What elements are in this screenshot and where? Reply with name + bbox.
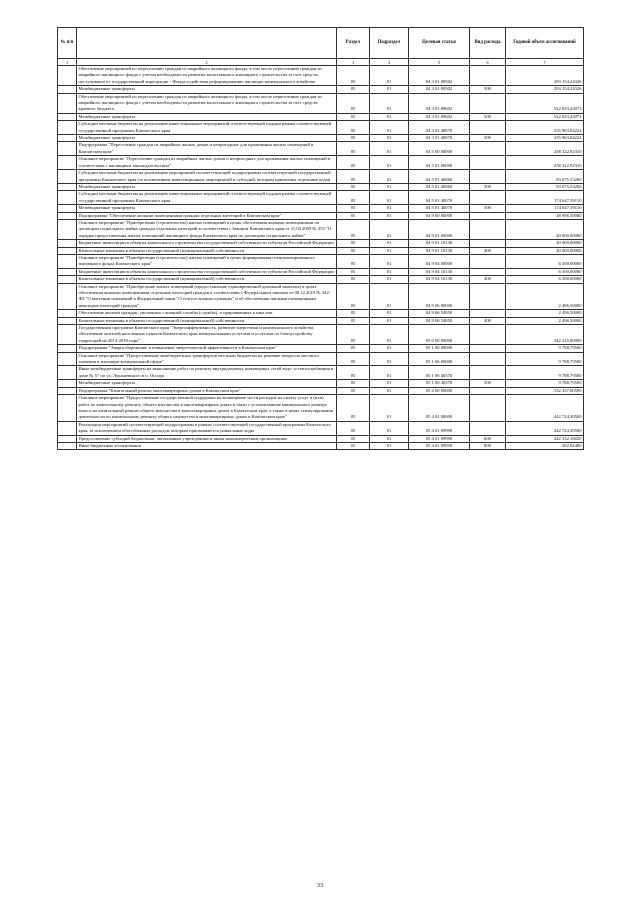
cell-expense-type: 400 xyxy=(470,276,506,283)
cell-name: Субсидии местным бюджетам на реализацию мероприятий соответствующей подпрограммы соответствующей государственной программы Камчатского края (за исключением инвестиционных мероприятий и субсидий, которым присвоены отдельные коды) xyxy=(77,170,337,184)
cell-expense-type: 600 xyxy=(470,435,506,442)
table-body xyxy=(58,66,584,450)
cell-expense-type: 500 xyxy=(470,183,506,190)
column-number: 4 xyxy=(370,59,409,66)
cell-target-article: 05 4 01 09990 xyxy=(409,421,470,435)
cell-amount: 9 788,79500 xyxy=(506,345,584,352)
cell-section: 05 xyxy=(337,442,370,449)
cell-target-article: 04 5 01 00000 xyxy=(409,156,470,170)
cell-expense-type xyxy=(470,352,506,366)
cell-number xyxy=(58,366,77,380)
cell-amount: 48 996,50000 xyxy=(506,212,584,219)
cell-amount: 392,04480 xyxy=(506,442,584,449)
cell-amount: 235 963,84224 xyxy=(506,121,584,135)
cell-section: 05 xyxy=(337,156,370,170)
cell-expense-type xyxy=(470,156,506,170)
cell-amount: 2 496,50000 xyxy=(506,310,584,317)
cell-expense-type xyxy=(470,366,506,380)
table-row xyxy=(58,366,584,380)
cell-section: 05 xyxy=(337,325,370,345)
cell-subsection: 01 xyxy=(370,156,409,170)
cell-subsection: 01 xyxy=(370,212,409,219)
cell-amount: 293 154,24326 xyxy=(506,86,584,93)
table-row xyxy=(58,247,584,254)
cell-number xyxy=(58,254,77,268)
cell-section: 05 xyxy=(337,352,370,366)
cell-target-article: 04 3 01 09502 xyxy=(409,86,470,93)
cell-target-article: 04 3 01 40070 xyxy=(409,121,470,135)
cell-expense-type xyxy=(470,191,506,205)
table-row xyxy=(58,121,584,135)
cell-amount: 442 724,30500 xyxy=(506,395,584,422)
header-expense-type: Вид расхода xyxy=(470,28,506,59)
cell-amount: 9 788,79500 xyxy=(506,380,584,387)
cell-number xyxy=(58,93,77,113)
cell-name: Основное мероприятие "Предоставление межбюджетных трансфертов местным бюджетам на решение вопросов местного значения в жилищно-коммунальной сфере" xyxy=(77,352,337,366)
cell-name: Предоставление субсидий бюджетным, автономным учреждениям и иным некоммерческим организациям xyxy=(77,435,337,442)
cell-name: Основное мероприятие "Переселение граждан из аварийных жилых домов и непригодных для проживания жилых помещений в соответствии с жилищным законодательством" xyxy=(77,156,337,170)
cell-subsection: 01 xyxy=(370,283,409,310)
cell-number xyxy=(58,170,77,184)
cell-target-article: 04 9 00 00000 xyxy=(409,212,470,219)
table-row xyxy=(58,325,584,345)
cell-expense-type xyxy=(470,345,506,352)
table-row xyxy=(58,387,584,394)
cell-number xyxy=(58,317,77,324)
cell-subsection: 01 xyxy=(370,345,409,352)
cell-subsection: 01 xyxy=(370,86,409,93)
cell-subsection: 01 xyxy=(370,254,409,268)
cell-amount: 174 647,39110 xyxy=(506,191,584,205)
table-row xyxy=(58,268,584,275)
cell-expense-type xyxy=(470,142,506,156)
budget-table-page xyxy=(57,27,583,450)
cell-expense-type xyxy=(470,310,506,317)
cell-expense-type: 500 xyxy=(470,113,506,120)
cell-expense-type xyxy=(470,240,506,247)
cell-subsection: 01 xyxy=(370,113,409,120)
cell-section: 05 xyxy=(337,395,370,422)
cell-target-article: 05 0 00 00000 xyxy=(409,325,470,345)
cell-subsection: 01 xyxy=(370,142,409,156)
cell-number xyxy=(58,276,77,283)
cell-target-article: 04 9 06 54850 xyxy=(409,310,470,317)
cell-section: 05 xyxy=(337,240,370,247)
cell-name: Капитальные вложения в объекты государственной (муниципальной) собственности xyxy=(77,317,337,324)
cell-expense-type xyxy=(470,66,506,86)
cell-subsection: 01 xyxy=(370,276,409,283)
cell-expense-type xyxy=(470,283,506,310)
column-number-row xyxy=(58,59,584,66)
column-number: 1 xyxy=(58,59,77,66)
cell-number xyxy=(58,113,77,120)
cell-expense-type xyxy=(470,268,506,275)
budget-table xyxy=(57,27,584,450)
cell-number xyxy=(58,191,77,205)
cell-number xyxy=(58,247,77,254)
cell-name: Основное мероприятие "Приобретение (строительство) жилых помещений в целях обеспечения жилыми помещениями по договорам социального найма граждан отдельных категорий в соответствии с Законом Камчатского края от 31.03.2009 № 253 "О порядке предоставления жилых помещений жилищного фонда Камчатского края по договорам социального найма" xyxy=(77,219,337,239)
cell-number xyxy=(58,66,77,86)
cell-number xyxy=(58,142,77,156)
table-row xyxy=(58,156,584,170)
cell-target-article: 04 3 01 40070 xyxy=(409,135,470,142)
cell-target-article: 04 3 01 09502 xyxy=(409,66,470,86)
cell-amount: 9 788,79500 xyxy=(506,366,584,380)
table-row xyxy=(58,205,584,212)
cell-expense-type: 500 xyxy=(470,135,506,142)
table-row xyxy=(58,240,584,247)
column-number: 7 xyxy=(506,59,584,66)
cell-section: 05 xyxy=(337,191,370,205)
cell-number xyxy=(58,121,77,135)
table-row xyxy=(58,435,584,442)
cell-amount: 235 963,84224 xyxy=(506,135,584,142)
cell-section: 05 xyxy=(337,380,370,387)
cell-number xyxy=(58,345,77,352)
table-row xyxy=(58,93,584,113)
cell-section: 05 xyxy=(337,121,370,135)
cell-section: 05 xyxy=(337,387,370,394)
table-row xyxy=(58,276,584,283)
cell-name: Обеспечение жильем граждан, уволенных с военной службы (службы), и приравненных к ним лиц xyxy=(77,310,337,317)
cell-name: Подпрограмма "Обеспечение жилыми помещениями граждан отдельных категорий в Камчатском крае" xyxy=(77,212,337,219)
column-number: 5 xyxy=(409,59,470,66)
cell-target-article: 05 4 01 00000 xyxy=(409,395,470,422)
cell-section: 05 xyxy=(337,183,370,190)
cell-target-article: 04 9 01 10130 xyxy=(409,240,470,247)
cell-target-article: 05 1 06 40370 xyxy=(409,366,470,380)
cell-target-article: 04 9 04 00000 xyxy=(409,254,470,268)
cell-name: Обеспечение мероприятий по переселению граждан из аварийного жилищного фонда, в том числе переселению граждан из аварийного жилищного фонда с учетом необходимости развития малоэтажного жилищного строительства за счет средств краевого бюджета xyxy=(77,93,337,113)
cell-subsection: 01 xyxy=(370,395,409,422)
cell-subsection: 01 xyxy=(370,268,409,275)
cell-subsection: 01 xyxy=(370,240,409,247)
cell-section: 05 xyxy=(337,86,370,93)
cell-expense-type xyxy=(470,325,506,345)
cell-subsection: 01 xyxy=(370,93,409,113)
cell-subsection: 01 xyxy=(370,121,409,135)
cell-number xyxy=(58,435,77,442)
cell-number xyxy=(58,135,77,142)
cell-amount: 6 500,00000 xyxy=(506,276,584,283)
cell-target-article: 04 9 04 10130 xyxy=(409,276,470,283)
cell-target-article: 04 9 06 00000 xyxy=(409,283,470,310)
table-row xyxy=(58,395,584,422)
cell-amount: 442 332,16020 xyxy=(506,435,584,442)
cell-expense-type: 400 xyxy=(470,317,506,324)
cell-name: Субсидии местным бюджетам на реализацию инвестиционных мероприятий соответствующей подпрограммы соответствующей государственной программы Камчатского края xyxy=(77,121,337,135)
cell-section: 05 xyxy=(337,135,370,142)
cell-section: 05 xyxy=(337,254,370,268)
cell-subsection: 01 xyxy=(370,325,409,345)
cell-amount: 83 675,53200 xyxy=(506,170,584,184)
header-subsection: Подраздел xyxy=(370,28,409,59)
header-target-article: Целевая статья xyxy=(409,28,470,59)
table-row xyxy=(58,212,584,219)
cell-target-article: 05 1 06 40370 xyxy=(409,380,470,387)
cell-name: Межбюджетные трансферты xyxy=(77,86,337,93)
table-row xyxy=(58,86,584,93)
cell-name: Межбюджетные трансферты xyxy=(77,135,337,142)
cell-subsection: 01 xyxy=(370,66,409,86)
cell-number xyxy=(58,325,77,345)
cell-subsection: 01 xyxy=(370,352,409,366)
column-number: 6 xyxy=(470,59,506,66)
table-row xyxy=(58,113,584,120)
cell-target-article: 05 4 00 00000 xyxy=(409,387,470,394)
cell-subsection: 01 xyxy=(370,421,409,435)
cell-amount: 83 675,53200 xyxy=(506,183,584,190)
cell-name: Подпрограмма "Энергосбережение и повышение энергетической эффективности в Камчатском крае" xyxy=(77,345,337,352)
cell-expense-type: 400 xyxy=(470,247,506,254)
cell-number xyxy=(58,395,77,422)
cell-name: Иные бюджетные ассигнования xyxy=(77,442,337,449)
cell-subsection: 01 xyxy=(370,135,409,142)
table-row xyxy=(58,183,584,190)
cell-number xyxy=(58,310,77,317)
table-row xyxy=(58,421,584,435)
cell-amount: 522 633,43073 xyxy=(506,113,584,120)
cell-number xyxy=(58,183,77,190)
header-number: № п/п xyxy=(58,28,77,59)
cell-number xyxy=(58,380,77,387)
cell-section: 05 xyxy=(337,212,370,219)
cell-expense-type: 500 xyxy=(470,86,506,93)
cell-target-article: 04 9 01 00000 xyxy=(409,219,470,239)
cell-section: 05 xyxy=(337,113,370,120)
cell-number xyxy=(58,240,77,247)
cell-expense-type xyxy=(470,170,506,184)
cell-amount: 542 225,80000 xyxy=(506,325,584,345)
cell-target-article: 05 4 01 09990 xyxy=(409,442,470,449)
cell-section: 05 xyxy=(337,268,370,275)
header-section: Раздел xyxy=(337,28,370,59)
cell-name: Подпрограмма "Капитальный ремонт многоквартирных домов в Камчатском крае" xyxy=(77,387,337,394)
cell-amount: 2 496,50000 xyxy=(506,283,584,310)
table-row xyxy=(58,345,584,352)
cell-amount: 293 154,24326 xyxy=(506,66,584,86)
cell-target-article: 04 5 01 40060 xyxy=(409,170,470,184)
cell-amount: 532 437,00500 xyxy=(506,387,584,394)
cell-section: 05 xyxy=(337,93,370,113)
cell-expense-type: 500 xyxy=(470,380,506,387)
cell-section: 05 xyxy=(337,219,370,239)
cell-subsection: 01 xyxy=(370,317,409,324)
cell-target-article: 04 9 01 10130 xyxy=(409,247,470,254)
cell-subsection: 01 xyxy=(370,387,409,394)
cell-name: Основное мероприятие "Приобретение (строительство) жилых помещений в целях формирования специализированного жилищного фонда Камчатского края" xyxy=(77,254,337,268)
cell-subsection: 01 xyxy=(370,442,409,449)
cell-expense-type xyxy=(470,93,506,113)
cell-number xyxy=(58,219,77,239)
cell-name: Бюджетные инвестиции в объекты капитального строительства государственной собственности субъектов Российской Федерации xyxy=(77,268,337,275)
cell-section: 05 xyxy=(337,421,370,435)
cell-amount: 442 724,30500 xyxy=(506,421,584,435)
cell-amount: 2 496,50000 xyxy=(506,317,584,324)
cell-target-article: 05 1 06 00000 xyxy=(409,352,470,366)
header-annual-volume: Годовой объем ассигнований xyxy=(506,28,584,59)
cell-section: 05 xyxy=(337,247,370,254)
cell-subsection: 01 xyxy=(370,191,409,205)
cell-section: 05 xyxy=(337,310,370,317)
cell-expense-type xyxy=(470,387,506,394)
cell-section: 05 xyxy=(337,205,370,212)
cell-section: 05 xyxy=(337,170,370,184)
cell-target-article: 04 5 01 40070 xyxy=(409,205,470,212)
cell-subsection: 01 xyxy=(370,205,409,212)
cell-subsection: 01 xyxy=(370,219,409,239)
table-row xyxy=(58,191,584,205)
table-row xyxy=(58,66,584,86)
cell-amount: 258 322,92310 xyxy=(506,156,584,170)
cell-expense-type xyxy=(470,212,506,219)
cell-number xyxy=(58,156,77,170)
cell-amount: 6 500,00000 xyxy=(506,268,584,275)
cell-subsection: 01 xyxy=(370,183,409,190)
cell-subsection: 01 xyxy=(370,247,409,254)
cell-section: 05 xyxy=(337,345,370,352)
cell-subsection: 01 xyxy=(370,170,409,184)
cell-amount: 40 000,00000 xyxy=(506,219,584,239)
table-row xyxy=(58,380,584,387)
cell-number xyxy=(58,268,77,275)
table-row xyxy=(58,135,584,142)
cell-name: Иные межбюджетные трансферты на выполнение работ по ремонту внутридомовых инженерных сетей водо- и теплоснабжения в доме № 57 по ул. Лукашевского в п. Оссора xyxy=(77,366,337,380)
cell-name: Межбюджетные трансферты xyxy=(77,380,337,387)
cell-section: 05 xyxy=(337,283,370,310)
cell-amount: 174 647,39110 xyxy=(506,205,584,212)
cell-target-article: 04 5 01 40070 xyxy=(409,191,470,205)
table-row xyxy=(58,442,584,449)
cell-number xyxy=(58,421,77,435)
cell-amount: 9 788,79500 xyxy=(506,352,584,366)
cell-target-article: 04 9 06 54850 xyxy=(409,317,470,324)
table-row xyxy=(58,254,584,268)
cell-name: Субсидии местным бюджетам на реализацию инвестиционных мероприятий соответствующей подпрограммы соответствующей государственной программы Камчатского края xyxy=(77,191,337,205)
column-number: 2 xyxy=(77,59,337,66)
cell-name: Бюджетные инвестиции в объекты капитального строительства государственной собственности субъектов Российской Федерации xyxy=(77,240,337,247)
cell-subsection: 01 xyxy=(370,310,409,317)
cell-amount: 522 633,43073 xyxy=(506,93,584,113)
cell-number xyxy=(58,352,77,366)
cell-amount: 40 000,00000 xyxy=(506,247,584,254)
cell-section: 05 xyxy=(337,366,370,380)
cell-target-article: 04 9 04 10130 xyxy=(409,268,470,275)
cell-expense-type xyxy=(470,121,506,135)
cell-expense-type xyxy=(470,254,506,268)
cell-name: Обеспечение мероприятий по переселению граждан из аварийного жилищного фонда, в том числе переселению граждан из аварийного жилищного фонда с учетом необходимости развития малоэтажного жилищного строительства за счет средств, поступивших от государственной корпорации - Фонда содействия реформированию жилищно-коммунального хозяйства xyxy=(77,66,337,86)
cell-number xyxy=(58,205,77,212)
cell-name: Основное мероприятие "Предоставление государственной поддержки на возмещение части расходов на оплату услуг и (или) работ по капитальному ремонту общего имущества в многоквартирных домах в связи с установлением минимального размера взноса на капитальный ремонт общего имущества в многоквартирных домах в Камчатском крае, а также в целях стимулирования деятельности по капитальному ремонту общего имущества в многоквартирных домах в Камчатском крае" xyxy=(77,395,337,422)
cell-number xyxy=(58,86,77,93)
cell-target-article: 04 3 01 09602 xyxy=(409,113,470,120)
cell-amount: 40 000,00000 xyxy=(506,240,584,247)
cell-expense-type: 500 xyxy=(470,205,506,212)
cell-name: Межбюджетные трансферты xyxy=(77,205,337,212)
cell-section: 05 xyxy=(337,435,370,442)
table-row xyxy=(58,283,584,310)
cell-expense-type xyxy=(470,395,506,422)
page-number: 33 xyxy=(317,883,323,889)
table-row xyxy=(58,310,584,317)
table-row xyxy=(58,352,584,366)
cell-expense-type xyxy=(470,421,506,435)
cell-number xyxy=(58,387,77,394)
cell-number xyxy=(58,283,77,310)
header-name xyxy=(77,28,337,59)
cell-name: Межбюджетные трансферты xyxy=(77,113,337,120)
cell-name: Межбюджетные трансферты xyxy=(77,183,337,190)
cell-name: Государственная программа Камчатского края "Энергоэффективность, развитие энергетики и коммунального хозяйства, обеспечение жителей населенных пунктов Камчатского края коммунальными услугами и услугами по благоустройству территорий на 2014-2018 годы" xyxy=(77,325,337,345)
cell-target-article: 04 5 00 00000 xyxy=(409,142,470,156)
cell-name: Капитальные вложения в объекты государственной (муниципальной) собственности xyxy=(77,247,337,254)
table-header-row xyxy=(58,28,584,59)
cell-subsection: 01 xyxy=(370,380,409,387)
cell-name: Реализация мероприятий соответствующей подпрограммы в рамках соответствующей государственной программы Камчатского края, за исключением обособленных расходов, которым присваиваются уникальные коды xyxy=(77,421,337,435)
column-number: 3 xyxy=(337,59,370,66)
cell-expense-type xyxy=(470,219,506,239)
cell-amount: 6 500,00000 xyxy=(506,254,584,268)
cell-target-article: 05 4 01 09990 xyxy=(409,435,470,442)
cell-name: Капитальные вложения в объекты государственной (муниципальной) собственности xyxy=(77,276,337,283)
cell-target-article: 04 3 01 09602 xyxy=(409,93,470,113)
cell-amount: 258 322,92310 xyxy=(506,142,584,156)
cell-expense-type: 800 xyxy=(470,442,506,449)
cell-section: 05 xyxy=(337,276,370,283)
cell-name: Основное мероприятие "Приобретение жилых помещений (предоставление единовременной денежной выплаты) в целях обеспечения жилыми помещениями отдельных категорий граждан в соответствии с Федеральным законом от 08.12.2010 № 342-ФЗ "О внесении изменений в Федеральный закон "О статусе военнослужащих" и об обеспечении жилыми помещениями некоторых категорий граждан" xyxy=(77,283,337,310)
cell-name: Подпрограмма "Переселение граждан из аварийных жилых домов и непригодных для проживания жилых помещений в Камчатском крае" xyxy=(77,142,337,156)
cell-target-article: 05 1 00 00000 xyxy=(409,345,470,352)
cell-section: 05 xyxy=(337,317,370,324)
cell-number xyxy=(58,212,77,219)
table-row xyxy=(58,142,584,156)
cell-subsection: 01 xyxy=(370,435,409,442)
cell-section: 05 xyxy=(337,142,370,156)
cell-number xyxy=(58,442,77,449)
cell-section: 05 xyxy=(337,66,370,86)
table-row xyxy=(58,317,584,324)
cell-target-article: 04 5 01 40060 xyxy=(409,183,470,190)
table-row xyxy=(58,219,584,239)
table-row xyxy=(58,170,584,184)
cell-subsection: 01 xyxy=(370,366,409,380)
